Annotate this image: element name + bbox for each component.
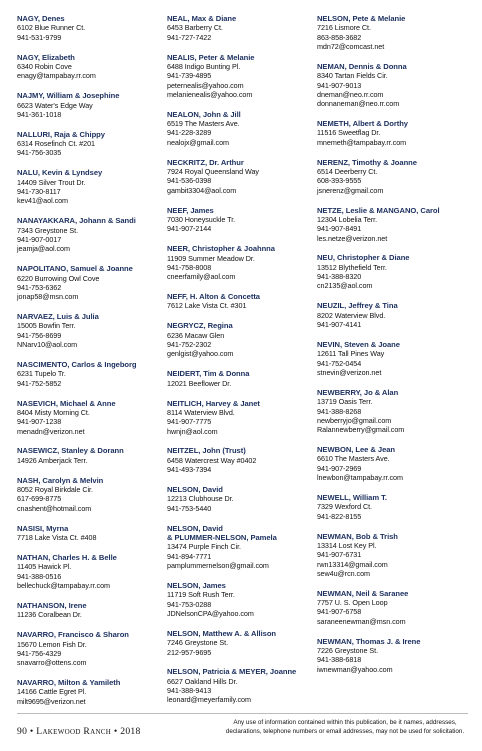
entry-name: NETZE, Leslie & MANGANO, Carol: [317, 205, 440, 215]
entry-detail: lnewbon@tampabay.rr.com: [317, 473, 403, 483]
entry-name: NEU, Christopher & Diane: [317, 253, 410, 263]
directory-entry: [17, 476, 163, 513]
entry-detail: 941-907-9013: [317, 80, 362, 90]
entry-detail: 941-907-8491: [317, 224, 362, 234]
entry-detail: 12021 Beeflower Dr.: [167, 378, 232, 388]
entry-detail: donnaneman@neo.rr.com: [317, 99, 400, 109]
entry-detail: saraneenewman@msn.com: [317, 616, 406, 626]
entry-detail: 13512 Blythefield Terr.: [317, 262, 387, 272]
entry-detail: 941-907-7775: [167, 417, 212, 427]
entry-name: NASCIMENTO, Carlos & Ingeborg: [17, 359, 137, 369]
entry-detail: sew4u@rcn.com: [317, 568, 370, 578]
publication-year: 2018: [120, 726, 141, 737]
entry-detail: snavarro@ottens.com: [17, 658, 87, 668]
entry-detail: cnashent@hotmail.com: [17, 503, 92, 513]
directory-entry: [167, 53, 313, 100]
entry-detail: 863-858-3682: [317, 32, 362, 42]
entry-name: NELSON, David: [167, 485, 223, 495]
directory-entry: [17, 216, 163, 253]
entry-name: NEITZEL, John (Trust): [167, 446, 246, 456]
entry-detail: 12304 Lobelia Terr.: [317, 214, 378, 224]
entry-detail: 6514 Deerberry Ct.: [317, 167, 378, 177]
directory-entry: [167, 485, 313, 513]
entry-detail: 6231 Tupelo Tr.: [17, 369, 66, 379]
directory-entry: [167, 206, 313, 234]
entry-detail: melanienealis@yahoo.com: [167, 89, 253, 99]
entry-detail: 941-388-9413: [167, 686, 212, 696]
entry-detail: 608-393-9555: [317, 176, 362, 186]
directory-entry: [167, 244, 313, 281]
directory-entry: [17, 446, 163, 465]
entry-detail: mdn72@comcast.net: [317, 42, 385, 51]
entry-detail: pamplummernelson@gmail.com: [167, 561, 269, 571]
directory-entry: [167, 14, 313, 42]
directory-entry: [17, 130, 163, 158]
entry-name: NASISI, Myrna: [17, 523, 69, 533]
entry-name: NEUZIL, Jeffrey & Tina: [317, 301, 398, 311]
entry-name: NAJMY, William & Josephine: [17, 91, 120, 101]
directory-entry: [317, 589, 463, 626]
directory-entry: [17, 630, 163, 667]
directory-entry: [167, 321, 313, 358]
directory-entry: [17, 53, 163, 81]
entry-detail: 13719 Oasis Terr.: [317, 397, 373, 407]
directory-entry: [317, 340, 463, 377]
entry-name: NEALIS, Peter & Melanie: [167, 52, 255, 62]
entry-name: NEVIN, Steven & Joane: [317, 339, 400, 349]
entry-detail: 8114 Waterview Blvd.: [167, 407, 235, 417]
directory-entry: [17, 399, 163, 436]
entry-detail: dneman@neo.rr.com: [317, 89, 384, 99]
entry-name: NAVARRO, Milton & Yamileth: [17, 677, 121, 687]
entry-detail: 941-752-5852: [17, 378, 62, 388]
entry-name: NARVAEZ, Luis & Julia: [17, 312, 99, 322]
directory-entry: [167, 667, 313, 704]
entry-detail: 941-388-8268: [317, 406, 362, 416]
entry-detail: 8052 Royal Birkdale Cir.: [17, 485, 93, 495]
disclaimer-line: declarations, telephone numbers or email addresses, may not be used for solicitation.: [225, 728, 465, 735]
directory-entry: [317, 14, 463, 51]
directory-entry: [167, 581, 313, 618]
directory-entry: [317, 445, 463, 482]
entry-detail: 7329 Wexford Ct.: [317, 502, 372, 512]
disclaimer-line: Any use of information contained within this publication, be it names, addresses,: [233, 719, 457, 726]
directory-entry: [17, 524, 163, 543]
entry-name: NEAL, Max & Diane: [167, 14, 237, 23]
entry-detail: 941-907-2144: [167, 224, 212, 234]
entry-name: NECKRITZ, Dr. Arthur: [167, 157, 244, 167]
entry-name: NEMETH, Albert & Dorthy: [317, 119, 408, 129]
entry-detail: 941-907-1238: [17, 417, 62, 427]
entry-detail: cn2135@aol.com: [317, 281, 373, 291]
entry-name: NAGY, Denes: [17, 14, 65, 23]
entry-name: NEIDERT, Tim & Donna: [167, 369, 250, 379]
entry-detail: jeamja@aol.com: [17, 244, 70, 254]
entry-name: NAVARRO, Francisco & Sharon: [17, 630, 129, 640]
entry-name: NAPOLITANO, Samuel & Joanne: [17, 264, 133, 274]
entry-name: NEEF, James: [167, 205, 214, 215]
entry-detail: 13314 Lost Key Pl.: [317, 540, 377, 550]
entry-detail: 12213 Clubhouse Dr.: [167, 494, 234, 504]
entry-detail: 941-907-2969: [317, 463, 362, 473]
entry-detail: 7757 U. S. Open Loop: [317, 598, 388, 608]
entry-name: NEALON, John & Jill: [167, 109, 241, 119]
entry-detail: 941-739-4895: [167, 71, 212, 81]
entry-name: NEWBERRY, Jo & Alan: [317, 387, 399, 397]
entry-detail: 941-907-0017: [17, 234, 62, 244]
entry-detail: 941-493-7394: [167, 465, 212, 475]
directory-entry: [317, 301, 463, 329]
entry-name: NEER, Christopher & Joahnna: [167, 244, 275, 254]
directory-entry: [317, 62, 463, 109]
page-footer: [17, 713, 468, 744]
entry-detail: 7226 Greystone St.: [317, 645, 379, 655]
entry-detail: 6220 Burrowing Owl Cove: [17, 273, 100, 283]
entry-detail: 941-758-8008: [167, 262, 212, 272]
directory-column-2: [167, 14, 313, 715]
entry-name: NEGRYCZ, Regina: [167, 321, 233, 331]
directory-entry: [317, 253, 463, 290]
directory-entry: [167, 110, 313, 147]
entry-detail: 14926 Amberjack Terr.: [17, 455, 88, 465]
entry-detail: 6340 Robin Cove: [17, 62, 72, 71]
entry-detail: kev41@aol.com: [17, 196, 68, 206]
entry-detail: enagy@tampabay.rr.com: [17, 71, 96, 81]
entry-detail: 14166 Cattle Egret Pl.: [17, 687, 87, 697]
entry-detail: nealojx@gmail.com: [167, 137, 229, 147]
entry-name: NELSON, Matthew A. & Allison: [167, 628, 276, 638]
entry-detail: 941-361-1018: [17, 109, 62, 119]
entry-detail: 6458 Watercrest Way #0402: [167, 455, 257, 465]
directory-column-1: [17, 14, 163, 717]
directory-entry: [167, 158, 313, 195]
publication-title: Lakewood Ranch: [36, 726, 112, 737]
folio-bullet: •: [113, 726, 118, 737]
entry-detail: 6519 The Masters Ave.: [167, 119, 240, 129]
entry-detail: JDNelsonCPA@yahoo.com: [167, 608, 254, 618]
entry-name: NEWMAN, Neil & Saranee: [317, 588, 409, 598]
entry-detail: cneerfamily@aol.com: [167, 272, 236, 282]
entry-name: NELSON, David: [167, 523, 223, 533]
directory-entry: [17, 91, 163, 119]
entry-detail: 11719 Soft Rush Terr.: [167, 590, 235, 600]
entry-detail: bellechuck@tampabay.rr.com: [17, 580, 110, 590]
entry-detail: 941-907-6758: [317, 607, 362, 617]
directory-entry: [167, 524, 313, 571]
entry-detail: 7343 Greystone St.: [17, 225, 79, 235]
entry-detail: 6627 Oakland Hills Dr.: [167, 676, 238, 686]
entry-detail: 8202 Waterview Blvd.: [317, 310, 386, 320]
entry-detail: jonap58@msn.com: [17, 292, 79, 302]
directory-entry: [17, 678, 163, 706]
entry-name: NEITLICH, Harvey & Janet: [167, 398, 260, 408]
directory-entry: [317, 637, 463, 674]
entry-detail: 941-730-8117: [17, 187, 61, 197]
entry-detail: 15670 Lemon Fish Dr.: [17, 639, 87, 649]
entry-detail: 14409 Silver Trout Dr.: [17, 177, 86, 187]
entry-detail: 11236 Coralbean Dr.: [17, 610, 82, 620]
entry-name: NASH, Carolyn & Melvin: [17, 475, 104, 485]
entry-detail: 7246 Greystone St.: [167, 638, 229, 648]
entry-detail: newberryjo@gmail.com: [317, 415, 392, 425]
entry-name: NAGY, Elizabeth: [17, 52, 75, 62]
directory-entry: [167, 369, 313, 388]
entry-name: NERENZ, Timothy & Joanne: [317, 157, 417, 167]
directory-entry: [17, 360, 163, 388]
entry-detail: leonard@meyerfamily.com: [167, 695, 251, 705]
entry-detail: 11405 Hawick Pl.: [17, 562, 72, 572]
entry-detail: 7216 Lismore Ct.: [317, 23, 371, 33]
entry-detail: NNarv10@aol.com: [17, 340, 78, 350]
entry-detail: 941-907-6731: [317, 550, 362, 560]
entry-detail: 6236 Macaw Glen: [167, 330, 225, 340]
directory-entry: [317, 493, 463, 521]
directory-entry: [317, 532, 463, 579]
directory-entry: [167, 629, 313, 657]
directory-entry: [17, 553, 163, 590]
entry-detail: & PLUMMER-NELSON, Pamela: [167, 533, 277, 543]
entry-detail: 11516 Sweetflag Dr.: [317, 128, 381, 138]
entry-name: NALLURI, Raja & Chippy: [17, 129, 105, 139]
entry-detail: jsnerenz@gmail.com: [317, 185, 384, 195]
entry-detail: milt9695@verizon.net: [17, 696, 86, 706]
entry-name: NEMAN, Dennis & Donna: [317, 61, 407, 71]
directory-entry: [167, 292, 313, 311]
entry-detail: 941-907-4141: [317, 320, 362, 330]
entry-name: NEWMAN, Bob & Trish: [317, 531, 398, 541]
directory-entry: [167, 446, 313, 474]
directory-column-3: [317, 14, 463, 684]
entry-detail: stnevin@verizon.net: [317, 367, 382, 377]
entry-detail: 941-388-6818: [317, 655, 362, 665]
entry-name: NANAYAKKARA, Johann & Sandi: [17, 216, 136, 226]
entry-detail: mnemeth@tampabay.rr.com: [317, 137, 407, 147]
entry-detail: les.netze@verizon.net: [317, 233, 388, 243]
entry-name: NASEWICZ, Stanley & Dorann: [17, 446, 124, 456]
entry-detail: 941-752-2302: [167, 340, 212, 350]
entry-detail: 941-894-7771: [167, 551, 212, 561]
entry-detail: menadn@verizon.net: [17, 426, 85, 436]
entry-name: NEWELL, William T.: [317, 492, 387, 502]
entry-detail: peternealis@yahoo.com: [167, 80, 244, 90]
entry-detail: gambit3304@aol.com: [167, 185, 237, 195]
entry-detail: 941-727-7422: [167, 32, 212, 42]
disclaimer: [222, 718, 468, 736]
entry-detail: 6102 Blue Runner Ct.: [17, 23, 86, 33]
entry-detail: 941-536-0398: [167, 176, 212, 186]
entry-detail: 6453 Barberry Ct.: [167, 23, 223, 33]
directory-entry: [17, 168, 163, 205]
entry-detail: 941-756-3035: [17, 148, 62, 158]
entry-detail: rwn13314@gmail.com: [317, 559, 388, 569]
entry-name: NELSON, Patricia & MEYER, Joanne: [167, 667, 297, 677]
entry-name: NALU, Kevin & Lyndsey: [17, 168, 103, 178]
entry-name: NEWBON, Lee & Jean: [317, 445, 396, 455]
entry-detail: 941-756-4329: [17, 648, 62, 658]
entry-detail: 941-531-9799: [17, 32, 62, 42]
entry-detail: 941-228-3289: [167, 128, 212, 138]
folio-bullet: •: [29, 726, 34, 737]
entry-detail: 13474 Purple Finch Cir.: [167, 542, 241, 552]
entry-detail: 941-822-8155: [317, 511, 362, 521]
entry-name: NELSON, Pete & Melanie: [317, 14, 406, 23]
entry-detail: 6623 Water's Edge Way: [17, 100, 93, 110]
entry-name: NELSON, James: [167, 580, 226, 590]
entry-name: NASEVICH, Michael & Anne: [17, 398, 116, 408]
entry-name: NEFF, H. Alton & Concetta: [167, 292, 260, 302]
entry-detail: 11909 Summer Meadow Dr.: [167, 253, 255, 263]
entry-detail: 7612 Lake Vista Ct. #301: [167, 301, 247, 311]
entry-detail: 941-753-0288: [167, 599, 212, 609]
entry-detail: 941-752-0454: [317, 358, 362, 368]
entry-detail: 7030 Honeysuckle Tr.: [167, 214, 236, 224]
page-folio: [17, 726, 141, 737]
directory-entry: [317, 206, 463, 243]
entry-detail: genlgist@yahoo.com: [167, 349, 234, 359]
entry-detail: 8340 Tartan Fields Cir.: [317, 71, 388, 81]
entry-detail: 7718 Lake Vista Ct. #408: [17, 533, 97, 543]
page-number: 90: [17, 726, 28, 737]
entry-detail: 941-756-8699: [17, 330, 62, 340]
entry-detail: 941-388-0516: [17, 571, 62, 581]
entry-detail: 8404 Misty Morning Ct.: [17, 407, 90, 417]
directory-entry: [167, 399, 313, 436]
entry-name: NATHAN, Charles H. & Belle: [17, 552, 117, 562]
entry-detail: 6314 Rosefinch Ct. #201: [17, 139, 95, 149]
entry-detail: 617-699-8775: [17, 494, 62, 504]
entry-detail: 941-388-8320: [317, 272, 362, 282]
entry-name: NEWMAN, Thomas J. & Irene: [317, 636, 421, 646]
entry-detail: 12611 Tall Pines Way: [317, 349, 385, 359]
directory-entry: [317, 119, 463, 147]
directory-entry: [317, 158, 463, 195]
entry-detail: 6488 Indigo Bunting Pl.: [167, 62, 241, 71]
directory-entry: [17, 312, 163, 349]
directory-entry: [17, 14, 163, 42]
entry-detail: 212-957-9695: [167, 647, 212, 657]
entry-name: NATHANSON, Irene: [17, 600, 87, 610]
entry-detail: 15005 Bowfin Terr.: [17, 321, 76, 331]
entry-detail: hwnjn@aol.com: [167, 426, 218, 436]
entry-detail: 941-753-6362: [17, 282, 62, 292]
entry-detail: 6610 The Masters Ave.: [317, 454, 390, 464]
directory-entry: [317, 388, 463, 435]
directory-entry: [17, 601, 163, 620]
entry-detail: 941-753-5440: [167, 503, 212, 513]
entry-detail: iwnewman@yahoo.com: [317, 664, 393, 674]
entry-detail: 7924 Royal Queensland Way: [167, 167, 259, 177]
entry-detail: Ralannewberry@gmail.com: [317, 425, 405, 435]
directory-entry: [17, 264, 163, 301]
